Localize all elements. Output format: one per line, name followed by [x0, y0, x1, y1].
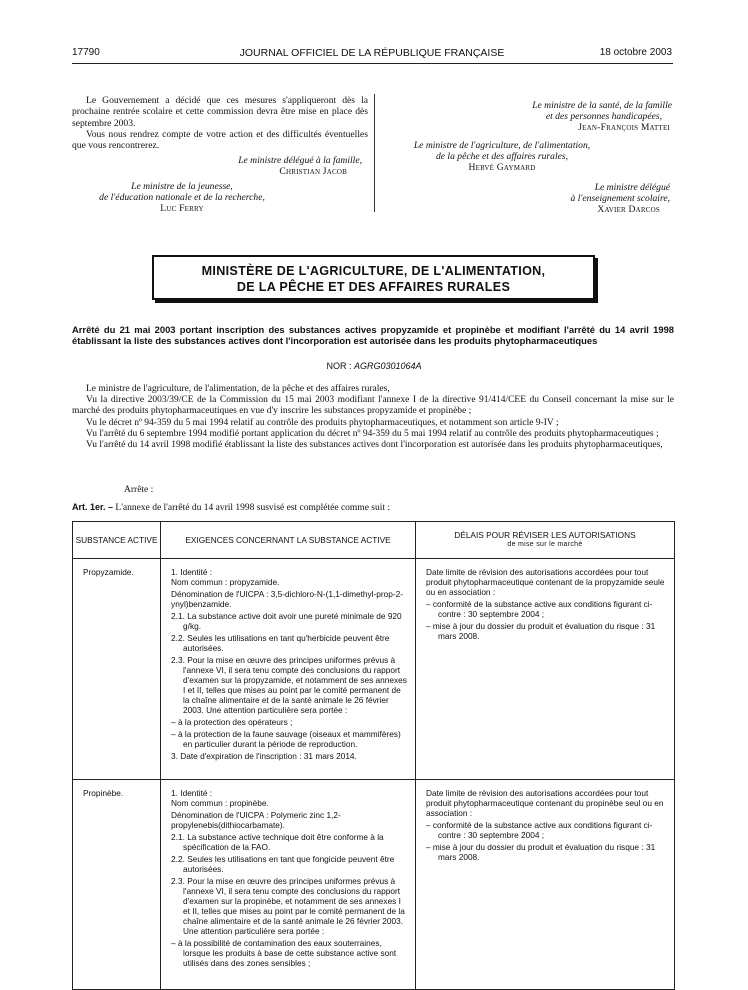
delay-line: – mise à jour du dossier du produit et évaluation du risque : 31 mars 2008.	[425, 842, 656, 862]
signatory-title: Le ministre de la jeunesse,	[131, 181, 233, 192]
table-row	[73, 780, 675, 990]
delay-line: – conformité de la substance active aux conditions figurant ci-contre : 30 septembre 2004 ;	[425, 820, 653, 840]
ministry-heading-line-2: DE LA PÊCHE ET DES AFFAIRES RURALES	[236, 280, 511, 294]
requirement-line: 2.1. La substance active technique doit être conforme à la spécification de la FAO.	[171, 832, 384, 852]
article-label: Art. 1er. –	[72, 502, 114, 512]
arrete-word: Arrête :	[124, 485, 154, 495]
journal-title: JOURNAL OFFICIEL DE LA RÉPUBLIQUE FRANÇAISE	[239, 47, 505, 59]
page-number: 17790	[72, 47, 100, 58]
signatory-title: Le ministre de la santé, de la famille	[532, 100, 672, 111]
requirement-line: Dénomination de l'UICPA : 3,5-dichloro-N-(1,1-dimethyl-prop-2-ynyl)benzamide.	[171, 589, 404, 609]
left-paragraph-2: Vous nous rendrez compte de votre action et des difficultés éventuelles que vous rencontrerez.	[72, 129, 368, 152]
requirement-line: – à la possibilité de contamination des eaux souterraines, lorsque les produits à base de cette substance active sont utilisés dans des zones sensibles ;	[171, 938, 397, 968]
preamble-paragraph: Vu le décret nº 94-359 du 5 mai 1994 relatif au contrôle des produits phytopharmaceutiques, et notamment son article 9-IV ;	[86, 417, 559, 428]
preamble-paragraph: Vu la directive 2003/39/CE de la Commission du 15 mai 2003 modifiant l'annexe I de la directive 91/414/CEE du Conseil concernant la mise sur le marché des produits phytopharmaceutiques en vue d'y inscrire les substances propyzamide et propinèbe ;	[72, 395, 674, 417]
header-delays	[415, 522, 674, 559]
header-delays-line-1: DÉLAIS POUR RÉVISER LES AUTORISATIONS	[454, 530, 636, 540]
ministry-heading-box	[152, 255, 595, 300]
requirement-line: Dénomination de l'UICPA : Polymeric zinc 1,2-propylenebis(dithiocarbamate).	[171, 810, 341, 830]
preamble-paragraph: Le ministre de l'agriculture, de l'alimentation, de la pêche et des affaires rurales,	[86, 384, 390, 394]
substance-cell: Propinèbe.	[73, 780, 161, 990]
signatory-title: Le ministre de l'agriculture, de l'alimentation,	[413, 140, 591, 151]
signatory-title: et des personnes handicapées,	[545, 111, 662, 122]
signatory-title: de la pêche et des affaires rurales,	[435, 151, 569, 162]
nor-reference	[0, 361, 748, 371]
delay-line: – mise à jour du dossier du produit et évaluation du risque : 31 mars 2008.	[425, 621, 656, 641]
nor-code: AGRG0301064A	[353, 361, 422, 371]
requirement-line: 2.3. Pour la mise en œuvre des principes uniformes prévus à l'annexe VI, il sera tenu compte des conclusions du rapport d'examen sur la propyzamide, et notamment de ses annexes I et II, telles que mises au point par le comité permanent de la chaîne alimentaire et de la santé animale le 26 février 2003. Une attention particulière sera portée :	[171, 655, 407, 715]
requirement-line: 2.2. Seules les utilisations en tant que fongicide peuvent être autorisées.	[171, 854, 395, 874]
preamble-paragraph: Vu l'arrêté du 6 septembre 1994 modifié portant application du décret nº 94-359 du 5 mai 1994 relatif au contrôle des produits phytopharmaceutiques ;	[86, 428, 659, 439]
requirements-cell	[161, 780, 416, 990]
preamble-paragraph: Vu l'arrêté du 14 avril 1998 modifié établissant la liste des substances actives dont l'incorporation est autorisée dans les produits phytopharmaceutiques,	[86, 440, 663, 451]
signatory-title: de l'éducation nationale et de la recherche,	[99, 192, 265, 203]
page-header	[72, 47, 672, 61]
header-requirements: EXIGENCES CONCERNANT LA SUBSTANCE ACTIVE	[161, 522, 416, 559]
requirement-line: 1. Identité :	[171, 567, 213, 577]
requirement-line: 2.1. La substance active doit avoir une pureté minimale de 920 g/kg.	[171, 611, 402, 631]
signatory-name: Xavier Darcos	[597, 204, 660, 215]
annex-table	[72, 521, 675, 990]
article-text: L'annexe de l'arrêté du 14 avril 1998 susvisé est complétée comme suit :	[115, 503, 391, 513]
table-row	[73, 559, 675, 780]
requirement-line: – à la protection des opérateurs ;	[171, 717, 293, 727]
requirement-line: Nom commun : propinèbe.	[171, 798, 269, 808]
signatory-title: Le ministre délégué	[594, 182, 670, 193]
ministry-heading-line-1: MINISTÈRE DE L'AGRICULTURE, DE L'ALIMENTATION,	[201, 264, 546, 278]
left-paragraph-1: Le Gouvernement a décidé que ces mesures s'appliqueront dès la prochaine rentrée scolaire et cette commission devra être mise en place dès septembre 2003.	[72, 95, 368, 129]
delays-cell	[415, 780, 674, 990]
header-substance: SUBSTANCE ACTIVE	[73, 522, 161, 559]
delays-cell	[415, 559, 674, 780]
signatory-name: Hervé Gaymard	[468, 162, 536, 173]
signatory-name: Jean-François Mattei	[578, 122, 670, 133]
requirement-line: 2.2. Seules les utilisations en tant qu'herbicide peuvent être autorisées.	[171, 633, 390, 653]
delay-line: Date limite de révision des autorisations accordées pour tout produit phytopharmaceutique contenant de la propyzamide seule ou en association :	[425, 567, 665, 597]
delay-line: – conformité de la substance active aux conditions figurant ci-contre : 30 septembre 2004 ;	[425, 599, 653, 619]
requirement-line: 1. Identité :	[171, 788, 213, 798]
header-delays-line-2: de mise sur le marché	[507, 541, 583, 548]
signatory-title: à l'enseignement scolaire,	[570, 193, 670, 204]
nor-label: NOR :	[326, 361, 352, 371]
requirements-cell	[161, 559, 416, 780]
article-1	[72, 502, 674, 514]
requirement-line: – à la protection de la faune sauvage (oiseaux et mammifères) en particulier durant la période de reproduction.	[171, 729, 401, 749]
column-divider	[374, 94, 375, 212]
table-header-row	[73, 522, 675, 559]
requirement-line: 2.3. Pour la mise en œuvre des principes uniformes prévus à l'annexe VI, il sera tenu compte des conclusions du rapport d'examen sur la propinèbe, et notamment de ses annexes I et II, telles que mises au point par le comité permanent de la chaîne alimentaire et de la santé animale le 26 février 2003. Une attention particulière sera portée :	[171, 876, 405, 936]
preamble	[72, 384, 674, 451]
issue-date: 18 octobre 2003	[599, 47, 672, 58]
signatory-name: Christian Jacob	[279, 166, 347, 177]
signatory-title: Le ministre délégué à la famille,	[238, 155, 362, 166]
delay-line: Date limite de révision des autorisations accordées pour tout produit phytopharmaceutique contenant du propinèbe seul ou en association :	[425, 788, 664, 818]
header-rule	[72, 63, 673, 64]
arrete-title: Arrêté du 21 mai 2003 portant inscription des substances actives propyzamide et propinèbe et modifiant l'arrêté du 14 avril 1998 établissant la liste des substances actives dont l'incorporation est autorisée dans les produits phytopharmaceutiques	[72, 324, 674, 346]
requirement-line: Nom commun : propyzamide.	[171, 577, 280, 587]
signatory-name: Luc Ferry	[160, 203, 204, 214]
requirement-line: 3. Date d'expiration de l'inscription : 31 mars 2014.	[171, 751, 357, 761]
substance-cell: Propyzamide.	[73, 559, 161, 780]
